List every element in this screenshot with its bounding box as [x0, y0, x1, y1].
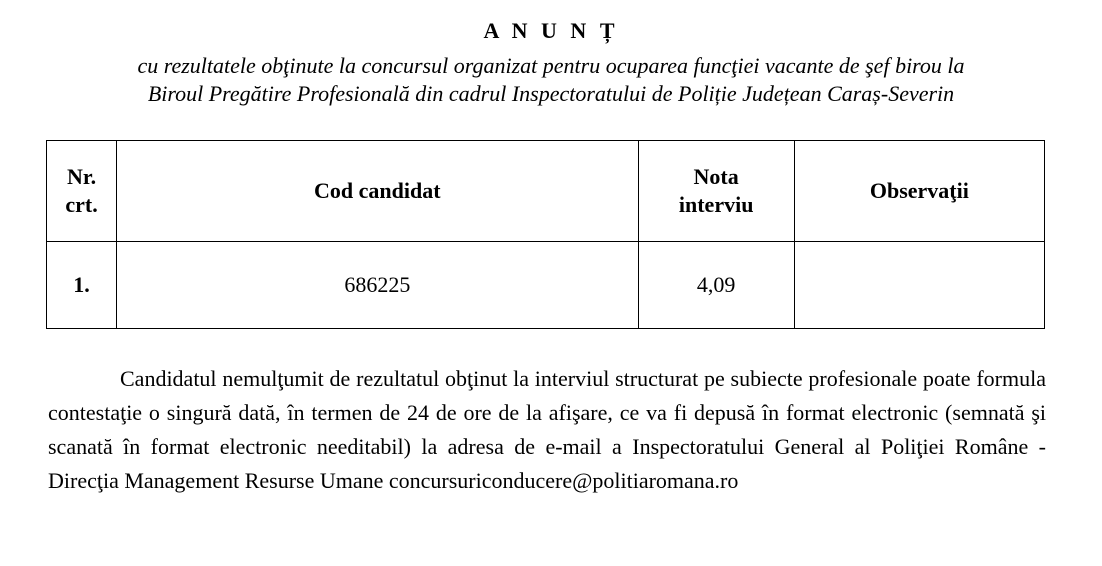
contestation-notice	[48, 362, 1046, 498]
cell-nota-interviu: 4,09	[638, 242, 794, 329]
header-observatii: Observaţii	[794, 141, 1044, 242]
contact-email: concursuriconducere@politiaromana.ro	[388, 468, 739, 493]
cell-nr-crt: 1.	[47, 242, 117, 329]
announcement-title: A N U N Ț	[483, 18, 619, 43]
notice-text: Candidatul nemulţumit de rezultatul obţinut la interviul structurat pe subiecte profesionale poate formula contestaţie o singură dată, în termen de 24 de ore de la afişare, ce va fi depusă în format electronic (semnată şi scanată în format electronic needitabil) la adresa de e-mail a Inspectoratului General al Poliţiei Române - Direcţia Management Resurse Umane	[48, 366, 1046, 493]
announcement-subtitle	[20, 52, 1082, 108]
header-nota-interviu	[638, 141, 794, 242]
header-nr-crt	[47, 141, 117, 242]
cell-cod-candidat: 686225	[117, 242, 639, 329]
header-nr-line1: Nr.	[66, 164, 97, 189]
header-cod-candidat: Cod candidat	[117, 141, 639, 242]
header-nr-line2: crt.	[65, 192, 98, 217]
table-header-row	[47, 141, 1045, 242]
results-table	[46, 140, 1045, 329]
cell-observatii	[794, 242, 1044, 329]
subtitle-line-1: cu rezultatele obţinute la concursul organizat pentru ocuparea funcţiei vacante de şef birou la	[137, 53, 965, 78]
subtitle-line-2: Biroul Pregătire Profesională din cadrul Inspectoratului de Poliție Județean Caraș-Severin	[147, 81, 955, 106]
header-nota-line2: interviu	[678, 192, 754, 217]
table-row	[47, 242, 1045, 329]
header-nota-line1: Nota	[693, 164, 739, 189]
